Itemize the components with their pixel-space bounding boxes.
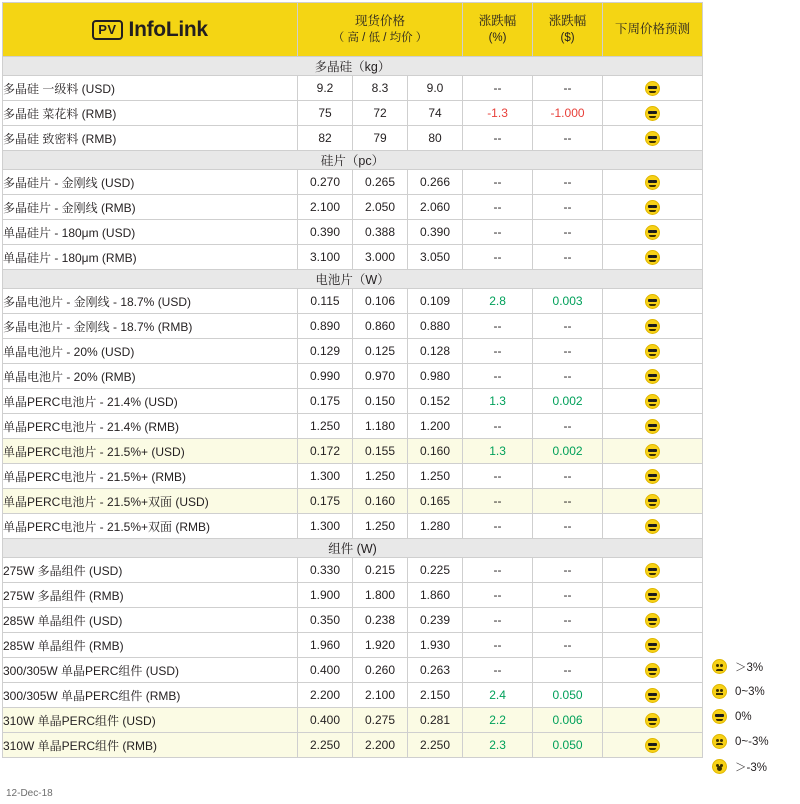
price-high: 3.100 bbox=[298, 245, 353, 270]
price-high: 1.300 bbox=[298, 514, 353, 539]
forecast-cell bbox=[603, 708, 703, 733]
forecast-cell bbox=[603, 489, 703, 514]
table-row bbox=[3, 658, 703, 683]
forecast-cool-icon bbox=[645, 394, 660, 409]
change-percent: -- bbox=[463, 245, 533, 270]
table-row bbox=[3, 439, 703, 464]
change-percent: -- bbox=[463, 314, 533, 339]
pv-badge-icon: PV bbox=[92, 20, 122, 40]
change-absolute: -- bbox=[533, 658, 603, 683]
price-high: 0.400 bbox=[298, 708, 353, 733]
section-title: 硅片（pc） bbox=[3, 151, 703, 170]
price-avg: 0.225 bbox=[408, 558, 463, 583]
change-absolute: 0.050 bbox=[533, 683, 603, 708]
table-row bbox=[3, 195, 703, 220]
price-high: 0.129 bbox=[298, 339, 353, 364]
table-row bbox=[3, 126, 703, 151]
row-label: 275W 多晶组件 (RMB) bbox=[3, 583, 298, 608]
change-percent: 2.8 bbox=[463, 289, 533, 314]
legend-label: 0% bbox=[735, 710, 752, 723]
change-percent: -- bbox=[463, 633, 533, 658]
forecast-cool-icon bbox=[645, 419, 660, 434]
change-percent: -- bbox=[463, 489, 533, 514]
forecast-cool-icon bbox=[645, 688, 660, 703]
price-avg: 9.0 bbox=[408, 76, 463, 101]
price-low: 1.180 bbox=[353, 414, 408, 439]
change-absolute: 0.002 bbox=[533, 439, 603, 464]
change-percent: -- bbox=[463, 76, 533, 101]
price-avg: 0.128 bbox=[408, 339, 463, 364]
change-absolute: -- bbox=[533, 314, 603, 339]
price-high: 0.890 bbox=[298, 314, 353, 339]
price-avg: 0.160 bbox=[408, 439, 463, 464]
forecast-cool-icon bbox=[645, 663, 660, 678]
row-label: 多晶电池片 - 金刚线 - 18.7% (USD) bbox=[3, 289, 298, 314]
row-label: 单晶PERC电池片 - 21.5%+ (USD) bbox=[3, 439, 298, 464]
forecast-cell bbox=[603, 364, 703, 389]
change-absolute: -- bbox=[533, 339, 603, 364]
forecast-cell bbox=[603, 514, 703, 539]
legend-item bbox=[712, 729, 798, 754]
change-percent: -- bbox=[463, 414, 533, 439]
change-percent: 2.3 bbox=[463, 733, 533, 758]
price-low: 2.100 bbox=[353, 683, 408, 708]
table-row bbox=[3, 170, 703, 195]
forecast-cell bbox=[603, 439, 703, 464]
forecast-cool-icon bbox=[645, 106, 660, 121]
price-avg: 3.050 bbox=[408, 245, 463, 270]
change-percent: -- bbox=[463, 195, 533, 220]
row-label: 单晶硅片 - 180μm (RMB) bbox=[3, 245, 298, 270]
change-absolute: -- bbox=[533, 558, 603, 583]
row-label: 多晶硅 一级料 (USD) bbox=[3, 76, 298, 101]
price-avg: 2.060 bbox=[408, 195, 463, 220]
row-label: 单晶PERC电池片 - 21.5%+双面 (USD) bbox=[3, 489, 298, 514]
change-percent: 2.2 bbox=[463, 708, 533, 733]
change-absolute: -- bbox=[533, 583, 603, 608]
change-percent: -- bbox=[463, 126, 533, 151]
change-absolute: -- bbox=[533, 608, 603, 633]
legend-shock-icon bbox=[712, 759, 727, 774]
price-low: 0.388 bbox=[353, 220, 408, 245]
forecast-cool-icon bbox=[645, 638, 660, 653]
table-row bbox=[3, 245, 703, 270]
row-label: 单晶电池片 - 20% (RMB) bbox=[3, 364, 298, 389]
footer-date: 12-Dec-18 bbox=[6, 788, 53, 799]
price-low: 1.250 bbox=[353, 514, 408, 539]
price-low: 72 bbox=[353, 101, 408, 126]
change-percent: -1.3 bbox=[463, 101, 533, 126]
table-row bbox=[3, 608, 703, 633]
section-title: 多晶硅（kg） bbox=[3, 57, 703, 76]
forecast-cool-icon bbox=[645, 294, 660, 309]
change-absolute: -- bbox=[533, 126, 603, 151]
forecast-cell bbox=[603, 339, 703, 364]
price-avg: 80 bbox=[408, 126, 463, 151]
forecast-cell bbox=[603, 126, 703, 151]
table-row bbox=[3, 733, 703, 758]
change-absolute: -- bbox=[533, 170, 603, 195]
price-low: 0.155 bbox=[353, 439, 408, 464]
forecast-cell bbox=[603, 289, 703, 314]
table-row bbox=[3, 339, 703, 364]
price-low: 1.800 bbox=[353, 583, 408, 608]
change-percent: -- bbox=[463, 170, 533, 195]
change-percent: -- bbox=[463, 339, 533, 364]
price-avg: 74 bbox=[408, 101, 463, 126]
price-high: 1.960 bbox=[298, 633, 353, 658]
forecast-cool-icon bbox=[645, 563, 660, 578]
row-label: 275W 多晶组件 (USD) bbox=[3, 558, 298, 583]
header-change-percent-title: 涨跌幅 bbox=[478, 13, 517, 28]
forecast-cool-icon bbox=[645, 319, 660, 334]
change-percent: -- bbox=[463, 558, 533, 583]
legend bbox=[712, 654, 798, 779]
change-absolute: -- bbox=[533, 633, 603, 658]
price-low: 2.200 bbox=[353, 733, 408, 758]
forecast-cool-icon bbox=[645, 344, 660, 359]
row-label: 多晶硅 致密料 (RMB) bbox=[3, 126, 298, 151]
header-forecast-title: 下周价格预测 bbox=[615, 22, 691, 37]
price-avg: 0.165 bbox=[408, 489, 463, 514]
table-row bbox=[3, 708, 703, 733]
row-label: 单晶PERC电池片 - 21.4% (USD) bbox=[3, 389, 298, 414]
price-low: 0.275 bbox=[353, 708, 408, 733]
price-low: 0.260 bbox=[353, 658, 408, 683]
forecast-cell bbox=[603, 314, 703, 339]
table-row bbox=[3, 583, 703, 608]
forecast-cell bbox=[603, 414, 703, 439]
forecast-cool-icon bbox=[645, 175, 660, 190]
price-low: 8.3 bbox=[353, 76, 408, 101]
table-row bbox=[3, 514, 703, 539]
price-avg: 1.860 bbox=[408, 583, 463, 608]
header-spot-price-sub: （ 高 / 低 / 均价 ） bbox=[332, 32, 428, 45]
legend-item bbox=[712, 704, 798, 729]
brand-name: InfoLink bbox=[128, 17, 208, 41]
change-percent: -- bbox=[463, 608, 533, 633]
table-header bbox=[3, 3, 703, 57]
price-high: 75 bbox=[298, 101, 353, 126]
change-absolute: -- bbox=[533, 195, 603, 220]
price-low: 0.160 bbox=[353, 489, 408, 514]
row-label: 310W 单晶PERC组件 (RMB) bbox=[3, 733, 298, 758]
change-absolute: -- bbox=[533, 464, 603, 489]
legend-label: ＞3% bbox=[735, 661, 764, 674]
forecast-cool-icon bbox=[645, 494, 660, 509]
row-label: 多晶电池片 - 金刚线 - 18.7% (RMB) bbox=[3, 314, 298, 339]
price-low: 0.970 bbox=[353, 364, 408, 389]
header-change-abs bbox=[533, 3, 603, 57]
legend-cool-icon bbox=[712, 709, 727, 724]
forecast-cell bbox=[603, 608, 703, 633]
header-forecast bbox=[603, 3, 703, 57]
legend-item bbox=[712, 654, 798, 679]
price-high: 0.350 bbox=[298, 608, 353, 633]
section-title: 电池片（W） bbox=[3, 270, 703, 289]
price-low: 0.215 bbox=[353, 558, 408, 583]
table-row bbox=[3, 558, 703, 583]
table-body bbox=[3, 57, 703, 758]
forecast-cell bbox=[603, 683, 703, 708]
forecast-cool-icon bbox=[645, 444, 660, 459]
table-row bbox=[3, 101, 703, 126]
row-label: 单晶硅片 - 180μm (USD) bbox=[3, 220, 298, 245]
forecast-cell bbox=[603, 658, 703, 683]
price-high: 82 bbox=[298, 126, 353, 151]
forecast-cool-icon bbox=[645, 613, 660, 628]
table-row bbox=[3, 489, 703, 514]
price-low: 1.920 bbox=[353, 633, 408, 658]
price-avg: 2.150 bbox=[408, 683, 463, 708]
table-row bbox=[3, 389, 703, 414]
change-percent: -- bbox=[463, 658, 533, 683]
change-percent: -- bbox=[463, 514, 533, 539]
row-label: 285W 单晶组件 (USD) bbox=[3, 608, 298, 633]
table-row bbox=[3, 289, 703, 314]
price-avg: 1.280 bbox=[408, 514, 463, 539]
price-avg: 0.263 bbox=[408, 658, 463, 683]
forecast-cell bbox=[603, 195, 703, 220]
price-high: 0.330 bbox=[298, 558, 353, 583]
price-avg: 0.152 bbox=[408, 389, 463, 414]
row-label: 310W 单晶PERC组件 (USD) bbox=[3, 708, 298, 733]
price-high: 0.115 bbox=[298, 289, 353, 314]
row-label: 多晶硅片 - 金刚线 (USD) bbox=[3, 170, 298, 195]
price-low: 79 bbox=[353, 126, 408, 151]
table-row bbox=[3, 314, 703, 339]
price-table-page bbox=[0, 2, 800, 804]
legend-sad-icon bbox=[712, 659, 727, 674]
change-absolute: -- bbox=[533, 76, 603, 101]
price-avg: 1.200 bbox=[408, 414, 463, 439]
table-row bbox=[3, 220, 703, 245]
price-avg: 0.281 bbox=[408, 708, 463, 733]
price-avg: 2.250 bbox=[408, 733, 463, 758]
price-high: 0.270 bbox=[298, 170, 353, 195]
price-avg: 0.239 bbox=[408, 608, 463, 633]
price-high: 0.990 bbox=[298, 364, 353, 389]
change-absolute: 0.050 bbox=[533, 733, 603, 758]
legend-item bbox=[712, 754, 798, 779]
section-header-row bbox=[3, 57, 703, 76]
change-percent: 1.3 bbox=[463, 439, 533, 464]
price-high: 1.900 bbox=[298, 583, 353, 608]
change-absolute: -- bbox=[533, 220, 603, 245]
price-high: 2.200 bbox=[298, 683, 353, 708]
forecast-cool-icon bbox=[645, 713, 660, 728]
legend-label: ＞-3% bbox=[735, 761, 767, 774]
table-row bbox=[3, 364, 703, 389]
change-absolute: -- bbox=[533, 514, 603, 539]
forecast-cool-icon bbox=[645, 738, 660, 753]
price-high: 1.300 bbox=[298, 464, 353, 489]
price-high: 2.100 bbox=[298, 195, 353, 220]
price-low: 0.106 bbox=[353, 289, 408, 314]
forecast-cool-icon bbox=[645, 369, 660, 384]
change-absolute: 0.002 bbox=[533, 389, 603, 414]
section-header-row bbox=[3, 151, 703, 170]
change-absolute: 0.006 bbox=[533, 708, 603, 733]
table-row bbox=[3, 464, 703, 489]
logo bbox=[92, 18, 208, 42]
price-high: 0.175 bbox=[298, 389, 353, 414]
header-change-percent bbox=[463, 3, 533, 57]
forecast-cool-icon bbox=[645, 519, 660, 534]
legend-neutral-icon bbox=[712, 684, 727, 699]
table-row bbox=[3, 414, 703, 439]
price-high: 2.250 bbox=[298, 733, 353, 758]
legend-label: 0~3% bbox=[735, 685, 765, 698]
table-row bbox=[3, 76, 703, 101]
price-avg: 1.250 bbox=[408, 464, 463, 489]
row-label: 多晶硅片 - 金刚线 (RMB) bbox=[3, 195, 298, 220]
price-high: 1.250 bbox=[298, 414, 353, 439]
change-percent: -- bbox=[463, 464, 533, 489]
forecast-cell bbox=[603, 220, 703, 245]
price-low: 0.265 bbox=[353, 170, 408, 195]
row-label: 单晶PERC电池片 - 21.5%+双面 (RMB) bbox=[3, 514, 298, 539]
price-table bbox=[2, 2, 703, 758]
forecast-cell bbox=[603, 76, 703, 101]
forecast-cell bbox=[603, 101, 703, 126]
legend-label: 0~-3% bbox=[735, 735, 769, 748]
table-row bbox=[3, 633, 703, 658]
forecast-cell bbox=[603, 583, 703, 608]
price-low: 0.860 bbox=[353, 314, 408, 339]
forecast-cool-icon bbox=[645, 225, 660, 240]
change-percent: -- bbox=[463, 364, 533, 389]
change-absolute: 0.003 bbox=[533, 289, 603, 314]
price-avg: 0.266 bbox=[408, 170, 463, 195]
price-avg: 0.880 bbox=[408, 314, 463, 339]
price-avg: 0.109 bbox=[408, 289, 463, 314]
forecast-cell bbox=[603, 464, 703, 489]
change-absolute: -- bbox=[533, 245, 603, 270]
change-absolute: -- bbox=[533, 414, 603, 439]
change-percent: -- bbox=[463, 583, 533, 608]
row-label: 多晶硅 菜花料 (RMB) bbox=[3, 101, 298, 126]
forecast-cool-icon bbox=[645, 469, 660, 484]
forecast-cool-icon bbox=[645, 131, 660, 146]
change-absolute: -1.000 bbox=[533, 101, 603, 126]
forecast-cool-icon bbox=[645, 588, 660, 603]
section-header-row bbox=[3, 270, 703, 289]
header-spot-price bbox=[298, 3, 463, 57]
forecast-cell bbox=[603, 389, 703, 414]
header-change-percent-sub: (%) bbox=[488, 32, 507, 45]
row-label: 300/305W 单晶PERC组件 (USD) bbox=[3, 658, 298, 683]
row-label: 单晶电池片 - 20% (USD) bbox=[3, 339, 298, 364]
change-percent: 2.4 bbox=[463, 683, 533, 708]
change-absolute: -- bbox=[533, 364, 603, 389]
change-absolute: -- bbox=[533, 489, 603, 514]
price-low: 0.125 bbox=[353, 339, 408, 364]
header-change-abs-sub: ($) bbox=[560, 32, 575, 45]
price-low: 0.238 bbox=[353, 608, 408, 633]
forecast-cell bbox=[603, 558, 703, 583]
price-avg: 1.930 bbox=[408, 633, 463, 658]
price-high: 0.400 bbox=[298, 658, 353, 683]
price-high: 0.175 bbox=[298, 489, 353, 514]
price-avg: 0.390 bbox=[408, 220, 463, 245]
forecast-cool-icon bbox=[645, 250, 660, 265]
row-label: 285W 单晶组件 (RMB) bbox=[3, 633, 298, 658]
brand-logo-cell bbox=[3, 3, 298, 57]
row-label: 单晶PERC电池片 - 21.4% (RMB) bbox=[3, 414, 298, 439]
price-low: 0.150 bbox=[353, 389, 408, 414]
forecast-cell bbox=[603, 633, 703, 658]
price-high: 0.172 bbox=[298, 439, 353, 464]
forecast-cell bbox=[603, 733, 703, 758]
forecast-cell bbox=[603, 245, 703, 270]
row-label: 单晶PERC电池片 - 21.5%+ (RMB) bbox=[3, 464, 298, 489]
forecast-cell bbox=[603, 170, 703, 195]
section-header-row bbox=[3, 539, 703, 558]
price-low: 3.000 bbox=[353, 245, 408, 270]
legend-cry-icon bbox=[712, 734, 727, 749]
section-title: 组件 (W) bbox=[3, 539, 703, 558]
price-low: 1.250 bbox=[353, 464, 408, 489]
forecast-cool-icon bbox=[645, 200, 660, 215]
change-percent: -- bbox=[463, 220, 533, 245]
price-high: 9.2 bbox=[298, 76, 353, 101]
header-change-abs-title: 涨跌幅 bbox=[548, 13, 587, 28]
price-avg: 0.980 bbox=[408, 364, 463, 389]
price-high: 0.390 bbox=[298, 220, 353, 245]
legend-item bbox=[712, 679, 798, 704]
header-spot-price-title: 现货价格 bbox=[355, 13, 406, 28]
table-row bbox=[3, 683, 703, 708]
forecast-cool-icon bbox=[645, 81, 660, 96]
change-percent: 1.3 bbox=[463, 389, 533, 414]
price-low: 2.050 bbox=[353, 195, 408, 220]
row-label: 300/305W 单晶PERC组件 (RMB) bbox=[3, 683, 298, 708]
